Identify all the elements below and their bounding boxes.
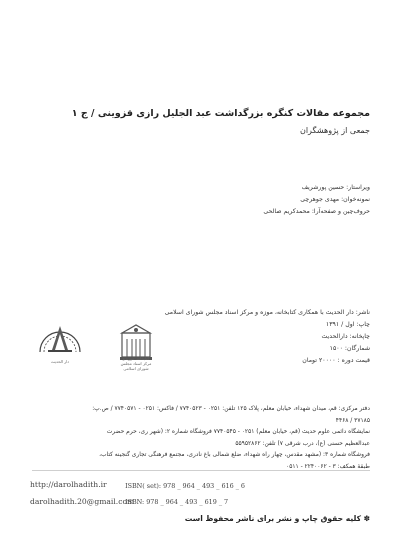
price-line: قیمت دوره : ۲۰۰۰۰ تومان xyxy=(302,357,370,364)
credits-block xyxy=(30,182,370,218)
book-author: جمعی از پژوهشگران xyxy=(299,126,370,135)
book-title: مجموعه مقالات کنگره بزرگداشت عبد الجلیل رازی قزوینی / ج ۱ xyxy=(71,108,370,119)
address-po-box: ۳۷۱۸۵ / ۴۴۶۸ xyxy=(335,417,370,424)
isbn-volume: ISBN: 978 _ 964 _ 493 _ 619 _ 7 xyxy=(125,498,229,506)
address-exhibition: نمایشگاه دائمی علوم حدیث (قم، خیابان معلم) ۰۲۵۱ - ۷۷۴۰۵۴۵ فروشگاه شماره ۲: (شهر ری، حرم حضرت xyxy=(106,429,370,435)
publication-info xyxy=(130,307,370,367)
print-run-line: شمارگان: ۱۵۰۰ xyxy=(329,345,370,352)
contact-block xyxy=(30,476,134,510)
divider xyxy=(32,470,370,471)
printer-line: چاپخانه: دارالحدیث xyxy=(321,333,370,340)
publisher-line: ناشر: دار الحدیث با همکاری کتابخانه، موزه و مرکز اسناد مجلس شورای اسلامی xyxy=(164,309,370,316)
library-logo xyxy=(118,323,154,371)
isbn-set: ISBN( set): 978 _ 964 _ 493 _ 616 _ 6 xyxy=(125,482,245,490)
address-store-2: عبدالعظیم حسنی (ع)، درب شرقی ۷) تلفن: ۵۵۹۵۲۸۶۲ xyxy=(235,440,370,447)
publisher-emblem-icon xyxy=(36,312,84,356)
credit-typesetter: حروف‌چین و صفحه‌آرا: محمدکریم صالحی xyxy=(263,208,370,215)
publisher-logo xyxy=(36,312,84,364)
edition-line: چاپ: اول / ۱۳۹۱ xyxy=(325,321,370,328)
email-link[interactable]: darolhadith.20@gmail.com xyxy=(30,497,135,506)
publisher-logo-caption: دار الحدیث xyxy=(50,359,70,364)
website-link[interactable]: http://darolhadith.ir xyxy=(30,480,107,489)
address-store-3-phone: طبقهٔ همکف: ۳ - ۲۲۴۰۰۶۲ - ۰۵۱۱ xyxy=(286,463,370,470)
address-block xyxy=(25,404,370,473)
address-store-3: فروشگاه شماره ۳: (مشهد مقدس، چهار راه شهداء، ضلع شمالی باغ نادری، مجتمع فرهنگی تجاری گنجینه کتاب، xyxy=(99,452,370,458)
isbn-block xyxy=(125,478,245,510)
library-logo-caption: کتابخانه، موزه و مرکز اسناد مجلس شورای اسلامی xyxy=(120,356,152,371)
copyright-notice: ✽ کلیه حقوق چاپ و نشر برای ناشر محفوظ است xyxy=(184,514,370,523)
address-head-office: دفتر مرکزی: قم، میدان شهداء، خیابان معلم، پلاک ۱۲۵ تلفن: ۰۲۵۱ - ۷۷۴۰۵۲۳ / فاکس: ۰۲۵۱ - ۷۷۴۰۵۷۱ / ص.پ: xyxy=(92,406,370,412)
credit-editor: ویراستار: حسین پورشریف xyxy=(301,184,370,191)
credit-proofreader: نمونه‌خوان: مهدی جوهرچی xyxy=(300,196,370,203)
